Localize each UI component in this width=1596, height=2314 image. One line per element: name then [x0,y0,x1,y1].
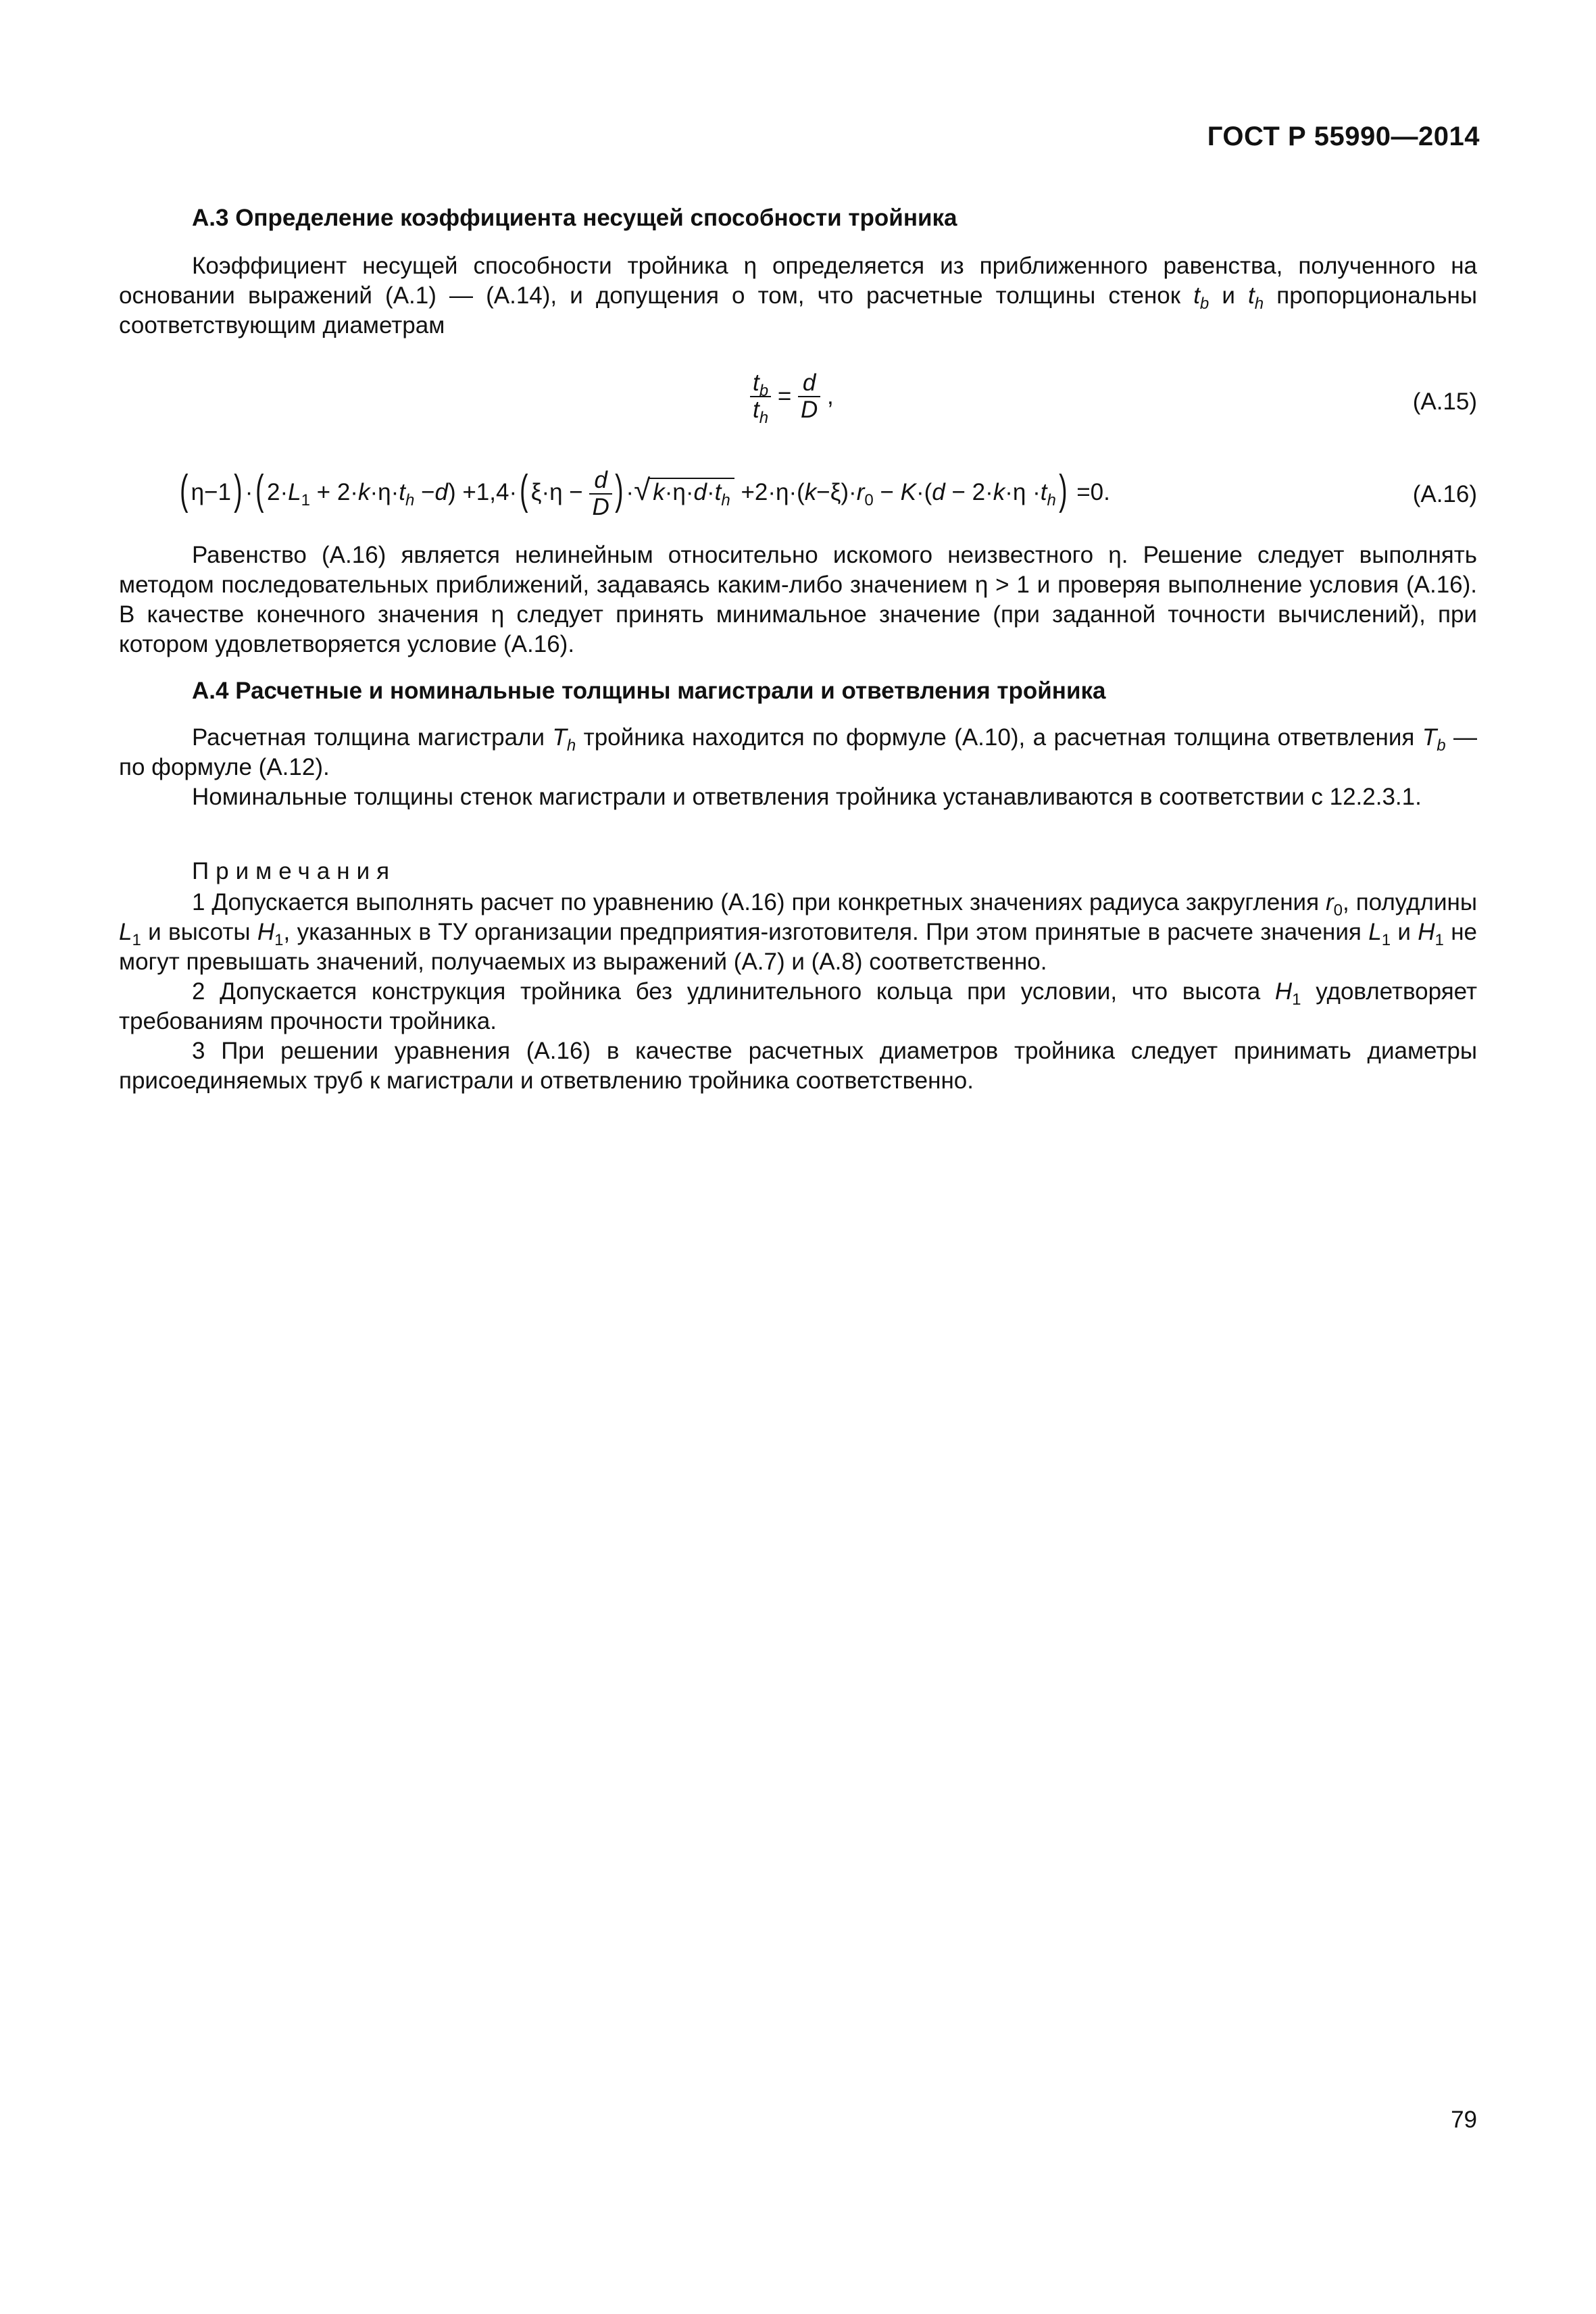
equation-number-a15: (А.15) [1412,388,1477,415]
equation-number-a16: (А.16) [1412,481,1477,507]
section-a4-body: Расчетная толщина магистрали $T_h$ тройника находится по формуле (А.10), а расчетная толщина ответвления $T_b$ — по формуле (А.12). Номинальные толщины стенок магистрали и ответвления тройника устанавливаются в соответствии с 12.2.3.1. [119,724,1477,810]
section-a4-title: А.4 Расчетные и номинальные толщины магистрали и ответвления тройника [192,678,1106,704]
section-a3-title: А.3 Определение коэффициента несущей способности тройника [192,205,957,231]
section-a3-intro: Коэффициент несущей способности тройника η определяется из приближенного равенства, полученного на основании выражений (А.1) — (А.14), и допущения о том, что расчетные толщины стенок $t_b$ и $t_h$ пропорциональны соответствующим диаметрам [119,253,1478,338]
formula-a15: $\frac{t_b}{t_h}$ = $\frac{d}{D}$ , [750,370,834,423]
notes-title: Примечания [192,858,397,884]
standard-code: ГОСТ Р 55990—2014 [1207,122,1480,151]
page-number: 79 [1451,2107,1477,2133]
formula-a16: ( η−1) ·( $2\cdot L_1 + 2\cdot k\cdot\eta\cdot t_h -d) +1,4\cdot$( ξ·η − $\frac{d}{D}$ ) ·√ $k\cdot\eta\cdot d\cdot t_h +2\cdot\eta\cdot(k-\xi)\cdot r_0 - K\cdot(d - 2\cdot k\cdot\eta \cdot t_h) =0$. [180,466,1110,520]
notes-body: 1 Допускается выполнять расчет по уравнению (А.16) при конкретных значениях радиуса закругления $r_0$, полудлины $L_1$ и высоты $H_1$, указанных в ТУ организации предприятия-изготовителя. При этом принятые в расчете значения $L_1$ и $H_1$ не могут превышать значений, получаемых из выражений (А.7) и (А.8) соответственно. 2 Допускается конструкция тройника без удлинительного кольца при условии, что высота $H_1$ удовлетворяет требованиям прочности тройника. 3 При решении уравнения (А.16) в качестве расчетных диаметров тройника следует принимать диаметры присоединяемых труб к магистрали и ответвлению тройника соответственно. [119,889,1478,1094]
section-a3-after: Равенство (А.16) является нелинейным относительно искомого неизвестного η. Решение следует выполнять методом последовательных приближений, задаваясь каким-либо значением η > 1 и проверяя выполнение условия (А.16). В качестве конечного значения η следует принять минимальное значение (при заданной точности вычислений), при котором удовлетворяется условие (А.16). [119,542,1477,657]
